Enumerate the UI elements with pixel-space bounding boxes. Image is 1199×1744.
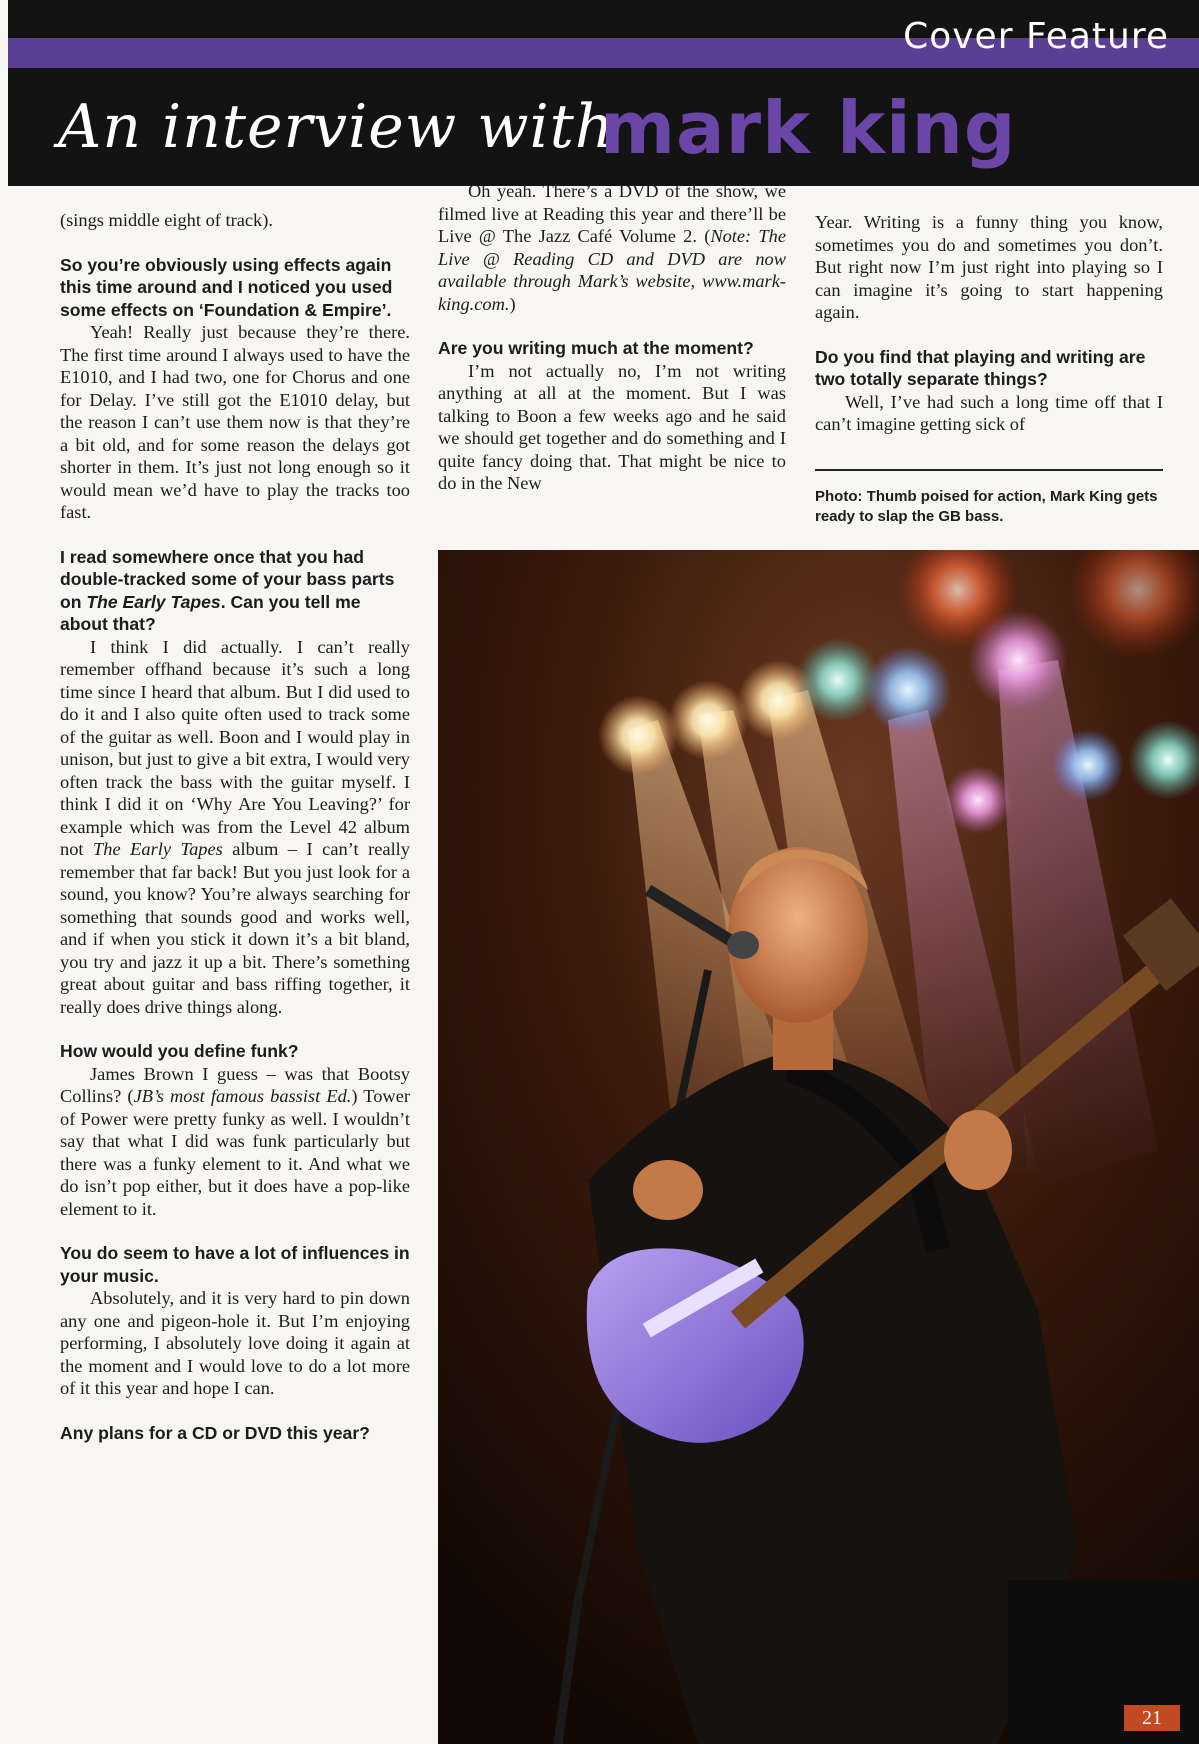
- answer: Absolutely, and it is very hard to pin down any one and pigeon-hole it. But I’m enjoying performing, I absolutely love doing it again at the moment and I would love to do a lot more of it this year and hope I can.: [60, 1288, 410, 1398]
- question: Do you find that playing and writing are two totally separate things?: [815, 346, 1146, 389]
- question: So you’re obviously using effects again this time around and I noticed you used some effects on ‘Foundation & Empire’.: [60, 254, 393, 320]
- answer: Well, I’ve had such a long time off that I can’t imagine getting sick of: [815, 391, 1163, 434]
- masthead: [8, 0, 1199, 186]
- question: How would you define funk?: [60, 1041, 299, 1061]
- photo-caption: Photo: Thumb poised for action, Mark King gets ready to slap the GB bass.: [815, 488, 1158, 525]
- title-script: An interview with: [58, 92, 615, 162]
- answer: I think I did actually. I can’t really remember offhand because it’s such a long time since I heard that album. But I did used to do it and I also quite often used to track some of the guitar as well. Boon and I would play in unison, but just to give a bit extra, I would very often track the bass with the guitar myself. I think I did it on ‘Why Are You Leaving?’ for example which was from the Level 42 album not The Early Tapes album – I can’t really remember that far back! But you just look for a sound, you know? You’re always searching for something that sounds good and works well, and if when you stick it down it’s a bit bland, you try and jazz it up a bit. There’s something great about guitar and bass riffing together, it really does drive things along.: [60, 636, 410, 1017]
- question: Are you writing much at the moment?: [438, 338, 754, 358]
- answer-fragment: (sings middle eight of track).: [60, 210, 273, 230]
- answer: Oh yeah. There’s a DVD of the show, we filmed live at Reading this year and there’ll be Live @ The Jazz Café Volume 2. (Note: The Live @ Reading CD and DVD are now available through Mark’s website, www.mark-king.com.): [438, 181, 787, 314]
- concert-photo: [438, 550, 1199, 1744]
- column-3: [815, 211, 1163, 436]
- column-1: [60, 209, 410, 1444]
- caption-rule: [815, 469, 1163, 471]
- answer: Yeah! Really just because they’re there. The first time around I always used to have the E1010, and I had two, one for Chorus and one for Delay. I’ve still got the E1010 delay, but the reason I can’t use them now is that they’re a bit old, and for some reason the delays got shorter in them. It’s just not long enough so it would mean we’d have to play the tracks too fast.: [60, 322, 410, 522]
- column-2: [438, 180, 786, 495]
- question: You do seem to have a lot of influences in your music.: [60, 1243, 410, 1286]
- section-label: Cover Feature: [903, 16, 1169, 57]
- question: Any plans for a CD or DVD this year?: [60, 1422, 370, 1443]
- answer: James Brown I guess – was that Bootsy Collins? (JB’s most famous bassist Ed.) Tower of Power were pretty funky as well. I wouldn’t say that what I did was funk particularly but there was a funky element to it. And what we do isn’t pop either, but it does have a pop-like element to it.: [60, 1063, 410, 1219]
- answer: I’m not actually no, I’m not writing anything at all at the moment. But I was talking to Boon a few weeks ago and he said we should get together and do something and I quite fancy doing that. That might be nice to do in the New: [438, 360, 786, 493]
- page-number: 21: [1124, 1705, 1180, 1731]
- title-name: mark king: [600, 86, 1017, 170]
- question: I read somewhere once that you had double-tracked some of your bass parts on The Early Tapes. Can you tell me about that?: [60, 546, 395, 634]
- answer-continued: Year. Writing is a funny thing you know, sometimes you do and sometimes you don’t. But right now I’m just right into playing so I can imagine it’s going to start happening again.: [815, 212, 1163, 322]
